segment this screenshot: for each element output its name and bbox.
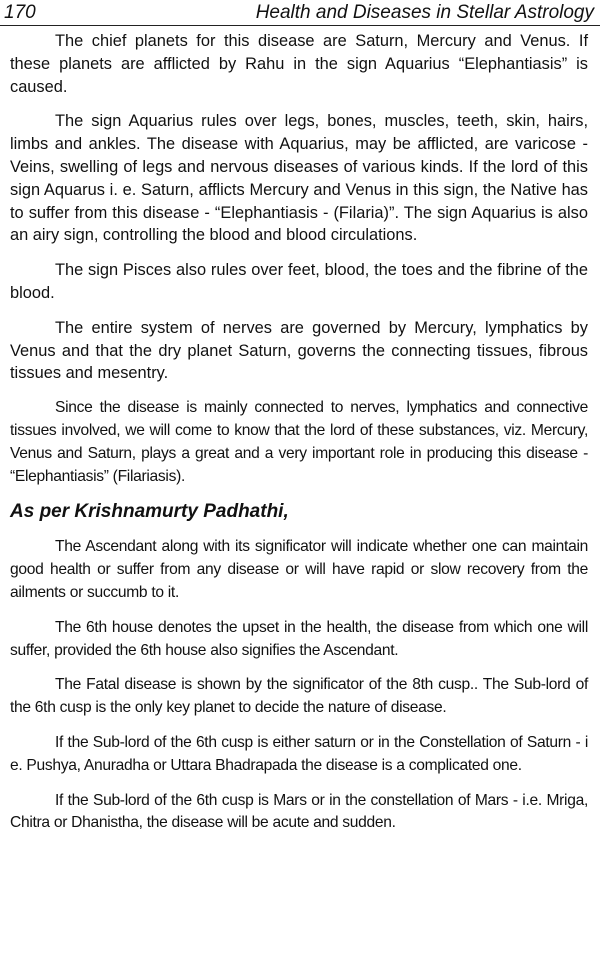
page-number: 170 [4,2,36,23]
paragraph: The sign Aquarius rules over legs, bones, muscles, teeth, skin, hairs, limbs and ankles. The disease with Aquarius, may be afflicted, are varicose - Veins, swelling of legs and nervous diseases of various kinds. If the lord of this sign Aquarus i. e. Saturn, afflicts Mercury and Venus in this sign, the Native has to suffer from this disease - “Elephantiasis - (Filaria)”. The sign Aquarius is also an airy sign, controlling the blood and blood circulations. [10,112,588,245]
paragraph: If the Sub-lord of the 6th cusp is Mars or in the constellation of Mars - i.e. Mriga, Chitra or Dhanistha, the disease will be acute and sudden. [10,791,588,832]
header-rule [0,25,600,26]
paragraph: The sign Pisces also rules over feet, blood, the toes and the fibrine of the blood. [10,261,588,302]
page-body [10,30,588,847]
paragraph: The chief planets for this disease are Saturn, Mercury and Venus. If these planets are afflicted by Rahu in the sign Aquarius “Elephantiasis” is caused. [10,32,588,96]
page-header [0,0,600,26]
paragraph: If the Sub-lord of the 6th cusp is either saturn or in the Constellation of Saturn - i e. Pushya, Anuradha or Uttara Bhadrapada the disease is a complicated one. [10,733,588,774]
paragraph: The Fatal disease is shown by the significator of the 8th cusp.. The Sub-lord of the 6th cusp is the only key planet to decide the nature of disease. [10,676,588,717]
paragraph: The 6th house denotes the upset in the health, the disease from which one will suffer, provided the 6th house also signifies the Ascendant. [10,618,588,659]
running-head: Health and Diseases in Stellar Astrology [255,2,594,23]
paragraph: Since the disease is mainly connected to nerves, lymphatics and connective tissues involved, we will come to know that the lord of these substances, viz. Mercury, Venus and Saturn, plays a great and a very important role in producing this disease - “Elephantiasis” (Filariasis). [10,399,588,485]
paragraph: The entire system of nerves are governed by Mercury, lymphatics by Venus and that the dry planet Saturn, governs the connecting tissues, fibrous tissues and mesentry. [10,318,588,383]
paragraph: The Ascendant along with its significator will indicate whether one can maintain good health or suffer from any disease or will have rapid or slow recovery from the ailments or succumb to it. [10,538,588,601]
section-heading: As per Krishnamurty Padhathi, [10,501,289,523]
